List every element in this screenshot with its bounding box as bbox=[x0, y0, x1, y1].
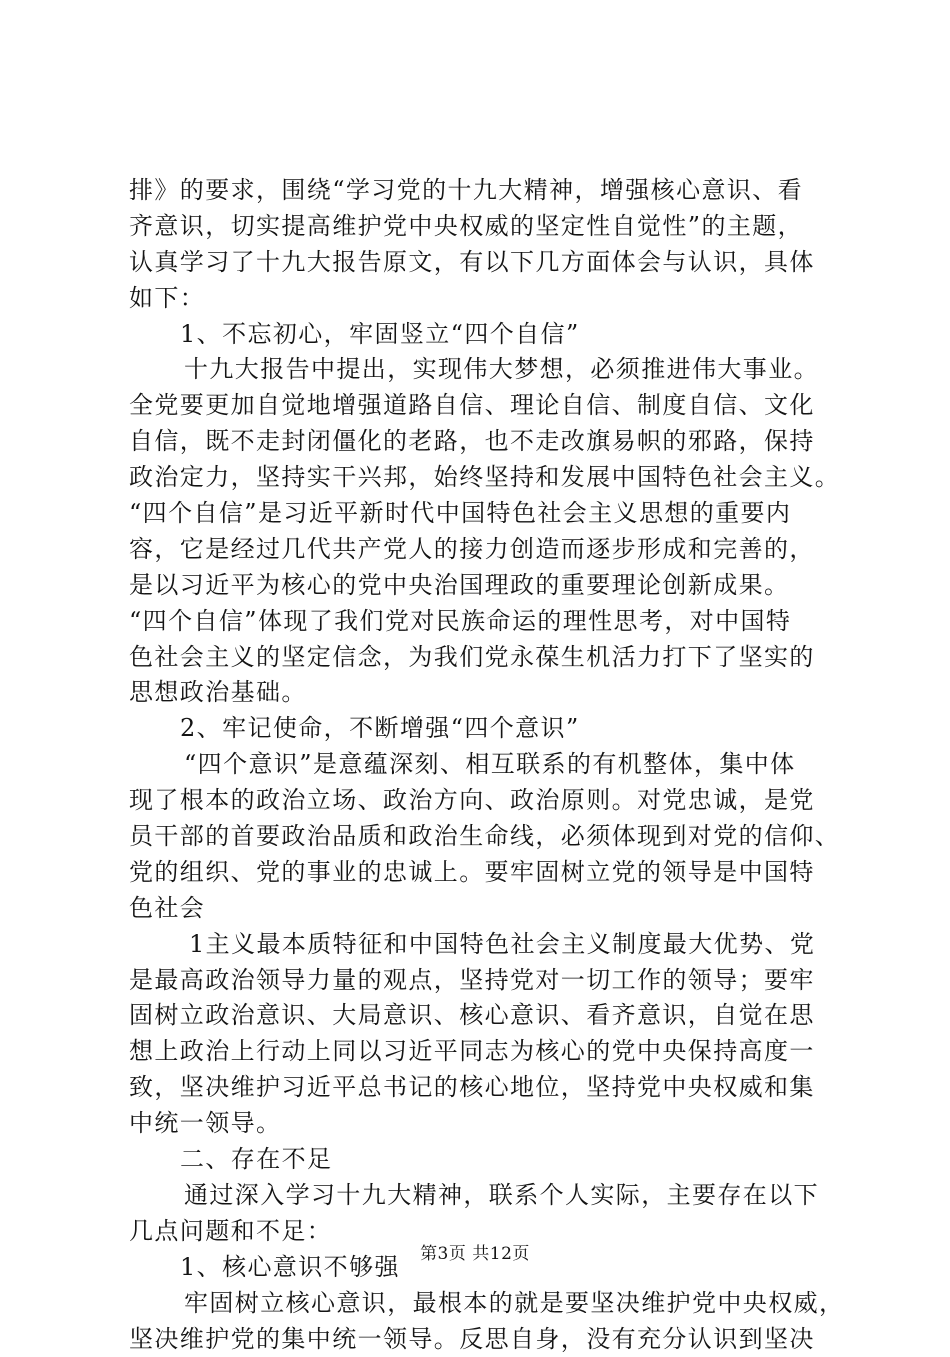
text-line: 致，坚决维护习近平总书记的核心地位，坚持党中央权威和集 bbox=[129, 1070, 829, 1106]
text-line: 政治定力，坚持实干兴邦，始终坚持和发展中国特色社会主义。 bbox=[129, 460, 829, 496]
text-line: 齐意识，切实提高维护党中央权威的坚定性自觉性”的主题， bbox=[129, 209, 829, 245]
text-line: 现了根本的政治立场、政治方向、政治原则。对党忠诚，是党 bbox=[129, 783, 829, 819]
text-line: “四个自信”是习近平新时代中国特色社会主义思想的重要内 bbox=[129, 496, 829, 532]
text-line: 色社会 bbox=[129, 891, 829, 927]
page-number-footer: 第3页 共12页 bbox=[0, 1242, 950, 1266]
text-line: 十九大报告中提出，实现伟大梦想，必须推进伟大事业。 bbox=[129, 352, 829, 388]
text-line: 全党要更加自觉地增强道路自信、理论自信、制度自信、文化 bbox=[129, 388, 829, 424]
text-line: 色社会主义的坚定信念，为我们党永葆生机活力打下了坚实的 bbox=[129, 640, 829, 676]
text-line: 排》的要求，围绕“学习党的十九大精神，增强核心意识、看 bbox=[129, 173, 829, 209]
section-heading: 1、核心意识不够强 bbox=[129, 1250, 829, 1286]
text-line: 认真学习了十九大报告原文，有以下几方面体会与认识，具体 bbox=[129, 245, 829, 281]
text-line: 牢固树立核心意识，最根本的就是要坚决维护党中央权威， bbox=[129, 1286, 829, 1322]
text-line: 自信，既不走封闭僵化的老路，也不走改旗易帜的邪路，保持 bbox=[129, 424, 829, 460]
text-line: “四个意识”是意蕴深刻、相互联系的有机整体，集中体 bbox=[129, 747, 829, 783]
section-heading: 1、不忘初心，牢固竖立“四个自信” bbox=[129, 317, 829, 353]
text-line: 想上政治上行动上同以习近平同志为核心的党中央保持高度一 bbox=[129, 1034, 829, 1070]
text-line: 通过深入学习十九大精神，联系个人实际，主要存在以下 bbox=[129, 1178, 829, 1214]
text-line: 党的组织、党的事业的忠诚上。要牢固树立党的领导是中国特 bbox=[129, 855, 829, 891]
text-line: 员干部的首要政治品质和政治生命线，必须体现到对党的信仰、 bbox=[129, 819, 829, 855]
section-heading: 二、存在不足 bbox=[129, 1142, 829, 1178]
text-line: 坚决维护党的集中统一领导。反思自身，没有充分认识到坚决 bbox=[129, 1322, 829, 1357]
text-line: “四个自信”体现了我们党对民族命运的理性思考，对中国特 bbox=[129, 604, 829, 640]
text-line: 1主义最本质特征和中国特色社会主义制度最大优势、党 bbox=[129, 927, 829, 963]
text-line: 几点问题和不足： bbox=[129, 1214, 829, 1250]
text-line: 容，它是经过几代共产党人的接力创造而逐步形成和完善的， bbox=[129, 532, 829, 568]
text-line: 是以习近平为核心的党中央治国理政的重要理论创新成果。 bbox=[129, 568, 829, 604]
text-line: 固树立政治意识、大局意识、核心意识、看齐意识，自觉在思 bbox=[129, 998, 829, 1034]
document-body bbox=[129, 173, 829, 1357]
section-heading: 2、牢记使命，不断增强“四个意识” bbox=[129, 711, 829, 747]
text-line: 如下： bbox=[129, 281, 829, 317]
text-line: 中统一领导。 bbox=[129, 1106, 829, 1142]
text-line: 思想政治基础。 bbox=[129, 675, 829, 711]
text-line: 是最高政治领导力量的观点，坚持党对一切工作的领导；要牢 bbox=[129, 963, 829, 999]
